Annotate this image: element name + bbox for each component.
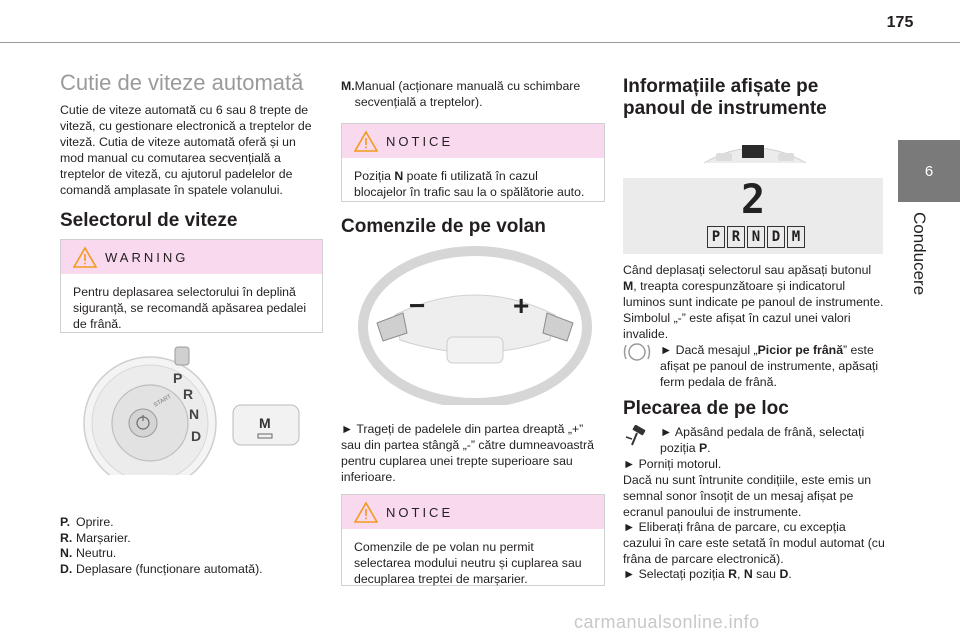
selector-letter-n: N	[189, 406, 200, 422]
gear-display-panel	[623, 178, 883, 254]
gear-selector-illustration	[75, 345, 315, 475]
wheel-minus-label: −	[409, 290, 426, 321]
definition-r: R. Marșarier.	[60, 530, 131, 545]
warning-title: WARNING	[105, 249, 189, 265]
gear-letter: R	[727, 226, 745, 248]
start-step-5: ► Selectați poziția R, N sau D.	[623, 567, 792, 581]
gear-digit: 2	[740, 177, 766, 223]
start-step-2: ► Porniți motorul.	[623, 457, 722, 471]
notice-2-text: Comenzile de pe volan nu permit selectarea modului neutru și cuplarea sau decuplarea treptei de marșarier.	[354, 540, 582, 586]
selector-letter-r: R	[183, 386, 194, 402]
notice-2-header	[342, 495, 604, 529]
brake-warning-icon	[623, 341, 651, 363]
start-step-4: ► Eliberați frâna de parcare, cu excepția cazului în care este setată în modul automat (cu frâna de parcare electronică).	[623, 520, 885, 566]
warning-icon	[354, 501, 378, 523]
wheel-plus-label: +	[513, 290, 530, 321]
chapter-number: 6	[924, 162, 934, 180]
selector-letter-d: D	[191, 428, 202, 444]
warning-icon	[73, 246, 97, 268]
notice-box-1	[341, 123, 605, 202]
section-heading-wheel: Comenzile de pe volan	[341, 216, 546, 237]
gear-letter: D	[767, 226, 785, 248]
selector-letter-p: P	[173, 370, 183, 386]
warning-text: Pentru deplasarea selectorului în deplină siguranță, se recomandă apăsarea pedalei de frână.	[73, 285, 307, 331]
start-label: START	[153, 393, 173, 409]
gear-letters-row	[707, 226, 805, 248]
definition-p: P. Oprire.	[60, 515, 114, 529]
page-number: 175	[886, 14, 914, 31]
position-definitions	[60, 515, 322, 577]
notice-2-title: NOTICE	[386, 504, 454, 520]
definition-d: D. Deplasare (funcționare automată).	[60, 561, 263, 576]
start-step-1: ► Apăsând pedala de frână, selectați poziția P.	[660, 425, 865, 455]
definition-n: N. Neutru.	[60, 546, 117, 560]
gear-letter: P	[707, 226, 725, 248]
brake-pedal-icon	[623, 425, 651, 447]
notice-box-2	[341, 494, 605, 586]
page-title: Cutie de viteze automată	[60, 70, 304, 95]
display-info-paragraph: Când deplasați selectorul sau apăsați butonul M, treapta corespunzătoare și indicatorul luminos sunt indicate pe panoul de instrumente.	[623, 263, 884, 309]
m-button-label: M	[259, 415, 271, 431]
brake-message-text: ► Dacă mesajul „Picior pe frână” este afișat pe panoul de instrumente, apăsați ferm pedala de frână.	[660, 343, 879, 389]
invalid-symbol-paragraph: Simbolul „-” este afișat în cazul unei valori invalide.	[623, 311, 851, 341]
gear-letter: N	[747, 226, 765, 248]
definition-m: M. Manual (acționare manuală cu schimbare secvențială a treptelor).	[341, 79, 581, 109]
chapter-tab[interactable]	[898, 140, 960, 202]
section-heading-display: Informațiile afișate pe panoul de instrumente	[623, 76, 827, 119]
start-step-3: Dacă nu sunt întrunite condițiile, este emis un semnal sonor însoțit de un mesaj afișat pe ecranul panoului de instrumente.	[623, 473, 872, 519]
watermark: carmanualsonline.info	[574, 612, 760, 632]
notice-1-text: Poziția N poate fi utilizată în cazul blocajelor în trafic sau la o spălătorie auto.	[354, 169, 585, 199]
warning-header	[61, 240, 322, 274]
steering-wheel-illustration	[355, 245, 595, 405]
section-heading-selector: Selectorul de viteze	[60, 210, 238, 231]
section-heading-start: Plecarea de pe loc	[623, 398, 789, 419]
warning-box	[60, 239, 323, 333]
gear-letter: M	[787, 226, 805, 248]
notice-1-header	[342, 124, 604, 158]
chapter-label: Conducere	[910, 212, 929, 296]
paddle-instruction: ► Trageți de padelele din partea dreaptă „+” sau din partea stângă „-” către dumneavoastră pentru cuplarea unei trepte superioare sau inferioare.	[341, 422, 594, 484]
notice-1-title: NOTICE	[386, 133, 454, 149]
header-divider	[0, 42, 960, 43]
intro-paragraph: Cutie de viteze automată cu 6 sau 8 trepte de viteză, cu gestionare electronică a treptelor de viteză. Cutia de viteze automată oferă și un mod manual cu comutarea secvențială a treptelor de viteză, cu ajutorul padelelor de comandă amplasate în spatele volanului.	[60, 103, 312, 197]
instrument-cluster-icon	[700, 133, 810, 171]
warning-icon	[354, 130, 378, 152]
